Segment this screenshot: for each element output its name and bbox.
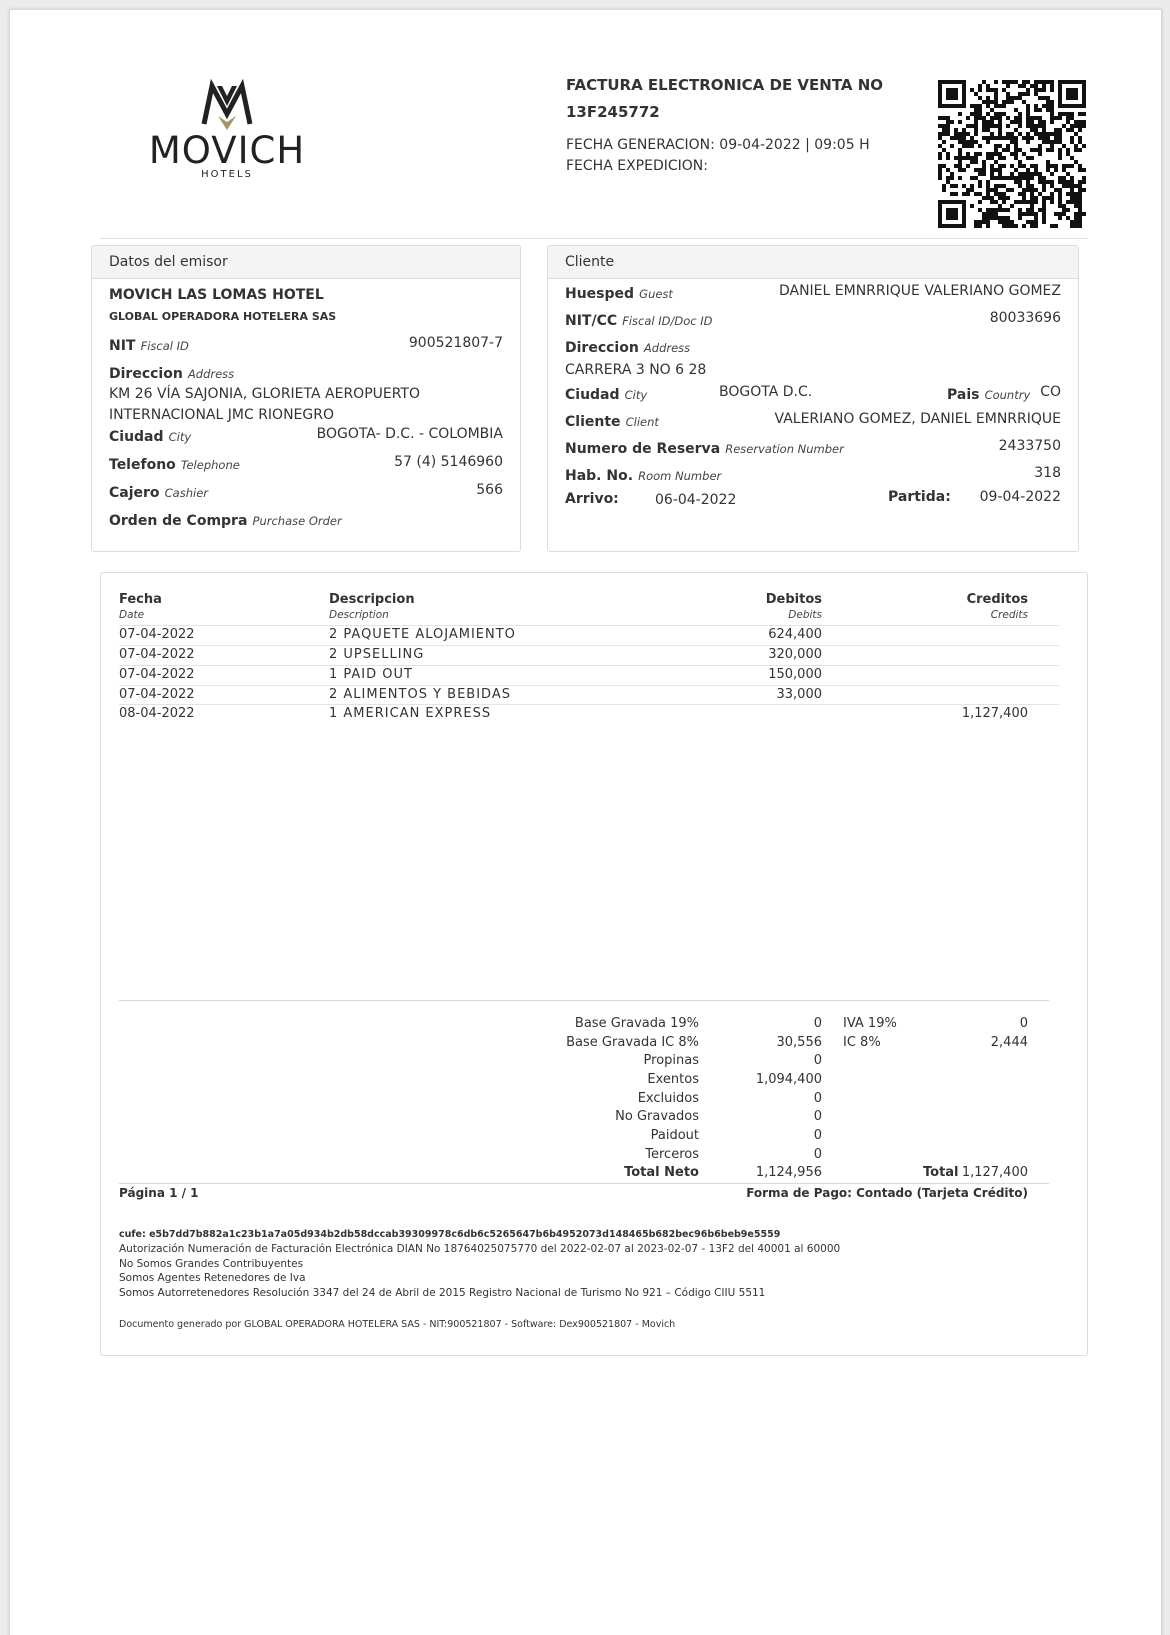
issuer-address-label: Direccion Address: [109, 366, 235, 382]
arrival-label: Arrivo:: [565, 491, 619, 507]
row-1-desc: 2 PAQUETE ALOJAMIENTO: [329, 627, 516, 642]
client-city: BOGOTA D.C.: [719, 384, 813, 400]
legal-note: No Somos Grandes Contribuyentes: [119, 1257, 304, 1270]
issuer-address: KM 26 VÍA SAJONIA, GLORIETA AEROPUERTO INTERNACIONAL JMC RIONEGRO: [109, 386, 421, 423]
col-credit-header-en: Credits: [990, 609, 1028, 621]
row-2-debit: 320,000: [768, 647, 822, 662]
row-divider: [119, 665, 1059, 666]
issuer-city: BOGOTA- D.C. - COLOMBIA: [316, 426, 503, 442]
total-line-value: 0: [813, 1091, 822, 1106]
total-line-label: Base Gravada IC 8%: [566, 1035, 699, 1050]
invoice-page: [9, 9, 1162, 1635]
legal-note: Somos Autorretenedores Resolución 3347 del 24 de Abril de 2015 Registro Nacional de Turismo No 921 – Código CIIU 5511: [119, 1286, 766, 1299]
total-line-label: Base Gravada 19%: [574, 1016, 699, 1031]
payment-method: Forma de Pago: Contado (Tarjeta Crédito): [746, 1186, 1028, 1200]
reservation-number: 2433750: [998, 438, 1061, 454]
row-5-credit: 1,127,400: [961, 706, 1028, 721]
logo-sub: HOTELS: [201, 169, 253, 180]
header-divider: [100, 238, 1088, 239]
issuer-tel: 57 (4) 5146960: [394, 454, 503, 470]
row-2-desc: 2 UPSELLING: [329, 647, 425, 662]
cufe-code: cufe: e5b7dd7b882a1c23b1a7a05d934b2db58dccab39309978c6db6c5265647b6b4952073d148465b682bec96b6beb9e5559: [119, 1229, 781, 1240]
col-credit-header: Creditos: [966, 592, 1028, 607]
row-2-date: 07-04-2022: [119, 647, 195, 662]
generation-date: FECHA GENERACION: 09-04-2022 | 09:05 H: [566, 137, 870, 153]
total-line-value: 0: [813, 1109, 822, 1124]
client-address-label: Direccion Address: [565, 340, 691, 356]
invoice-title: FACTURA ELECTRONICA DE VENTA NO 13F245772: [566, 76, 884, 121]
reservation-label: Numero de Reserva Reservation Number: [565, 441, 844, 457]
row-3-date: 07-04-2022: [119, 667, 195, 682]
client-panel: [547, 245, 1079, 552]
total-line-value: 1,094,400: [755, 1072, 822, 1087]
grand-total-label: Total: [923, 1165, 959, 1180]
issuer-tel-label: Telefono Telephone: [109, 457, 240, 473]
issuer-name: MOVICH LAS LOMAS HOTEL: [109, 287, 324, 303]
page-number: Página 1 / 1: [119, 1186, 199, 1200]
total-line-label: No Gravados: [615, 1109, 699, 1124]
total-neto-value: 1,124,956: [755, 1165, 822, 1180]
row-5-date: 08-04-2022: [119, 706, 195, 721]
legal-notes: [119, 1242, 1019, 1300]
issuer-company: GLOBAL OPERADORA HOTELERA SAS: [109, 310, 337, 323]
transactions-panel: [100, 572, 1088, 1356]
row-4-desc: 2 ALIMENTOS Y BEBIDAS: [329, 687, 511, 702]
invoice-dates: [566, 135, 870, 177]
row-4-date: 07-04-2022: [119, 687, 195, 702]
iva-label: IVA 19%: [843, 1016, 897, 1031]
row-1-date: 07-04-2022: [119, 627, 195, 642]
guest-value: DANIEL EMNRRIQUE VALERIANO GOMEZ: [778, 283, 1061, 299]
client-nit: 80033696: [989, 310, 1061, 326]
client-nit-label: NIT/CC Fiscal ID/Doc ID: [565, 313, 713, 329]
table-header-divider: [119, 625, 1059, 626]
movich-logo: [122, 72, 332, 182]
col-desc-header-en: Description: [329, 609, 389, 621]
grand-total-value: 1,127,400: [961, 1165, 1028, 1180]
row-1-debit: 624,400: [768, 627, 822, 642]
generated-by: Documento generado por GLOBAL OPERADORA HOTELERA SAS - NIT:900521807 - Software: Dex900521807 - Movich: [119, 1319, 676, 1330]
issuer-po-label: Orden de Compra Purchase Order: [109, 513, 342, 529]
row-divider: [119, 685, 1059, 686]
client-client: VALERIANO GOMEZ, DANIEL EMNRRIQUE: [774, 411, 1061, 427]
total-line-label: Paidout: [650, 1128, 699, 1143]
col-debit-header-en: Debits: [788, 609, 822, 621]
row-4-debit: 33,000: [776, 687, 822, 702]
issuer-nit-label: NIT Fiscal ID: [109, 338, 189, 354]
col-debit-header: Debitos: [765, 592, 822, 607]
client-client-label: Cliente Client: [565, 414, 659, 430]
ic-value: 2,444: [990, 1035, 1028, 1050]
departure-label: Partida:: [888, 489, 951, 505]
total-line-label: Excluidos: [637, 1091, 699, 1106]
issuer-nit: 900521807-7: [408, 335, 503, 351]
total-line-value: 30,556: [776, 1035, 822, 1050]
room-number: 318: [1034, 465, 1061, 481]
col-desc-header: Descripcion: [329, 592, 415, 607]
col-date-header-en: Date: [119, 609, 145, 621]
row-5-desc: 1 AMERICAN EXPRESS: [329, 706, 492, 721]
qr-code-icon: [938, 80, 1086, 228]
total-line-value: 0: [813, 1053, 822, 1068]
issuer-cashier: 566: [476, 482, 503, 498]
total-line-value: 0: [813, 1016, 822, 1031]
col-date-header: Fecha: [119, 592, 162, 607]
issuer-city-label: Ciudad City: [109, 429, 192, 445]
client-country: CO: [1040, 384, 1061, 400]
departure-date: 09-04-2022: [979, 489, 1061, 505]
client-country-label: Pais Country: [947, 387, 1031, 403]
totals-divider: [119, 1000, 1049, 1001]
row-3-debit: 150,000: [768, 667, 822, 682]
row-divider: [119, 645, 1059, 646]
total-line-value: 0: [813, 1147, 822, 1162]
total-line-label: Exentos: [647, 1072, 699, 1087]
issuer-cashier-label: Cajero Cashier: [109, 485, 208, 501]
logo-brand: MOVICH: [148, 129, 306, 172]
guest-label: Huesped Guest: [565, 286, 673, 302]
iva-value: 0: [1019, 1016, 1028, 1031]
issuer-heading: Datos del emisor: [92, 246, 520, 279]
client-address: CARRERA 3 NO 6 28: [565, 362, 707, 378]
room-label: Hab. No. Room Number: [565, 468, 722, 484]
legal-note: Somos Agentes Retenedores de Iva: [119, 1272, 306, 1284]
footer-divider: [119, 1183, 1049, 1184]
total-line-label: Propinas: [643, 1053, 699, 1068]
expedition-date: FECHA EXPEDICION:: [566, 158, 708, 174]
arrival-date: 06-04-2022: [655, 492, 737, 508]
issuer-panel: [91, 245, 521, 552]
total-neto-label: Total Neto: [624, 1165, 699, 1180]
total-line-value: 0: [813, 1128, 822, 1143]
row-divider: [119, 704, 1059, 705]
client-city-label: Ciudad City: [565, 387, 648, 403]
ic-label: IC 8%: [843, 1035, 881, 1050]
total-line-label: Terceros: [645, 1147, 699, 1162]
client-heading: Cliente: [548, 246, 1078, 279]
row-3-desc: 1 PAID OUT: [329, 667, 413, 682]
legal-note: Autorización Numeración de Facturación Electrónica DIAN No 18764025075770 del 2022-02-07 al 2023-02-07 - 13F2 del 40001 al 60000: [119, 1243, 841, 1255]
